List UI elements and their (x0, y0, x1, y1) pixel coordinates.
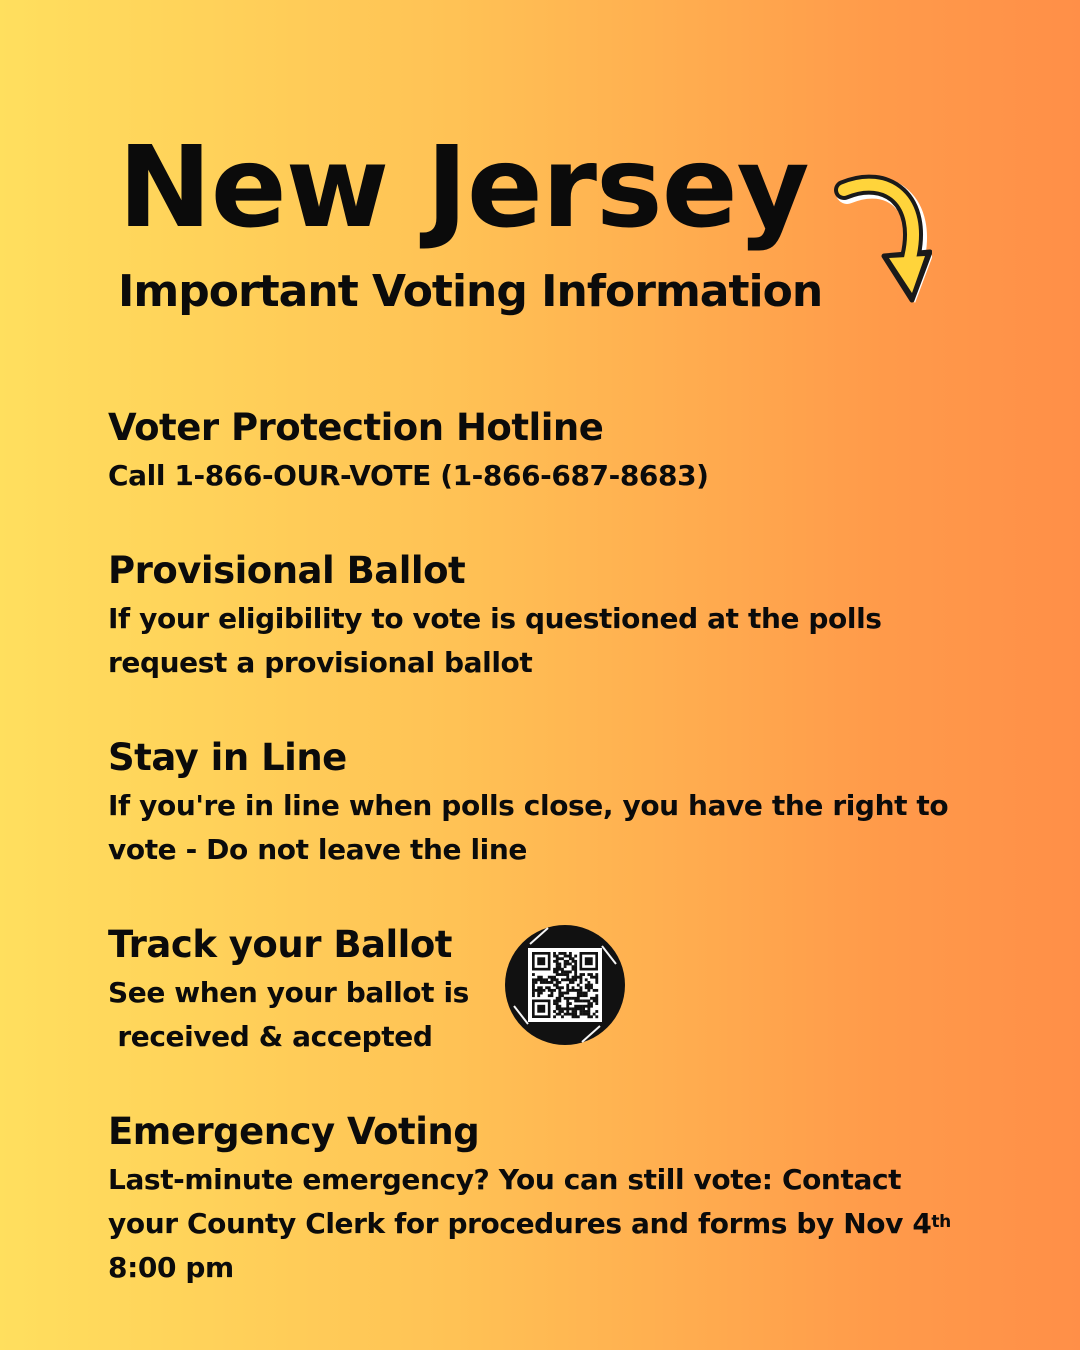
section-emergency-voting (108, 1106, 988, 1290)
page-title: New Jersey (118, 123, 809, 253)
section-text-line: If your eligibility to vote is questioned at the polls (108, 602, 882, 635)
section-stay-in-line (108, 732, 988, 872)
section-voter-protection-hotline (108, 402, 988, 498)
section-heading: Stay in Line (108, 736, 347, 779)
section-heading: Voter Protection Hotline (108, 406, 604, 449)
section-provisional-ballot (108, 545, 988, 685)
section-heading: Provisional Ballot (108, 549, 466, 592)
section-text-line: If you're in line when polls close, you have the right to (108, 789, 949, 822)
section-heading: Track your Ballot (108, 923, 452, 966)
deadline-text: your County Clerk for procedures and forms by Nov 4 (108, 1207, 932, 1240)
section-text-line: Last-minute emergency? You can still vote: Contact (108, 1163, 902, 1196)
section-text-line: vote - Do not leave the line (108, 833, 527, 866)
section-text-line: 8:00 pm (108, 1251, 234, 1284)
section-text-line (108, 1202, 988, 1246)
section-text-line: request a provisional ballot (108, 646, 533, 679)
date-superscript: th (931, 1212, 951, 1232)
section-heading: Emergency Voting (108, 1110, 480, 1153)
hotline-phone-text: Call 1-866-OUR-VOTE (1-866-687-8683) (108, 459, 709, 492)
section-text-line: received & accepted (108, 1020, 433, 1053)
section-text-line: See when your ballot is (108, 976, 469, 1009)
page-subtitle: Important Voting Information (118, 266, 823, 317)
qr-code-icon[interactable] (504, 924, 626, 1046)
curved-arrow-icon (832, 160, 932, 310)
